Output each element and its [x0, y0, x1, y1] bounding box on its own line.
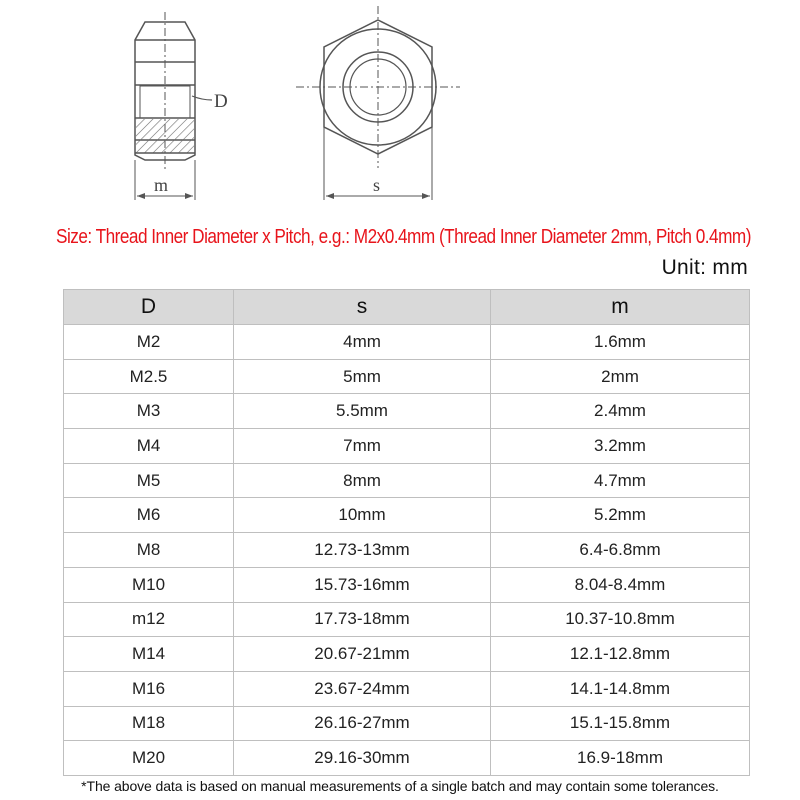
cell-thread-size: M10: [64, 567, 234, 602]
cell-height-m: 2.4mm: [491, 394, 750, 429]
table-row: [64, 498, 750, 533]
cell-width-s: 5mm: [234, 359, 491, 394]
diagram-label-s: s: [373, 175, 381, 195]
cell-width-s: 26.16-27mm: [234, 706, 491, 741]
cell-height-m: 10.37-10.8mm: [491, 602, 750, 637]
cell-width-s: 29.16-30mm: [234, 741, 491, 776]
cell-thread-size: M4: [64, 429, 234, 464]
cell-width-s: 5.5mm: [234, 394, 491, 429]
table-row: [64, 325, 750, 360]
table-row: [64, 637, 750, 672]
cell-thread-size: M2: [64, 325, 234, 360]
cell-height-m: 8.04-8.4mm: [491, 567, 750, 602]
table-row: [64, 706, 750, 741]
cell-thread-size: M3: [64, 394, 234, 429]
table-row: [64, 394, 750, 429]
table-row: [64, 671, 750, 706]
cell-thread-size: M8: [64, 533, 234, 568]
cell-height-m: 16.9-18mm: [491, 741, 750, 776]
table-row: [64, 429, 750, 464]
cell-thread-size: M5: [64, 463, 234, 498]
table-row: [64, 741, 750, 776]
table-row: [64, 602, 750, 637]
table-row: [64, 359, 750, 394]
column-header-m: m: [491, 290, 750, 325]
cell-width-s: 17.73-18mm: [234, 602, 491, 637]
tolerance-disclaimer: *The above data is based on manual measurements of a single batch and may contain some tolerances.: [81, 778, 719, 794]
cell-thread-size: M2.5: [64, 359, 234, 394]
cell-thread-size: M16: [64, 671, 234, 706]
cell-width-s: 12.73-13mm: [234, 533, 491, 568]
cell-height-m: 4.7mm: [491, 463, 750, 498]
cell-width-s: 20.67-21mm: [234, 637, 491, 672]
nut-technical-drawing: [0, 0, 800, 215]
nut-side-view: [135, 12, 212, 200]
size-format-note: Size: Thread Inner Diameter x Pitch, e.g.: M2x0.4mm (Thread Inner Diameter 2mm, Pitch 0.4mm): [56, 226, 751, 248]
cell-width-s: 8mm: [234, 463, 491, 498]
cell-height-m: 12.1-12.8mm: [491, 637, 750, 672]
table-row: [64, 463, 750, 498]
diagram-label-d: D: [214, 91, 228, 112]
cell-width-s: 4mm: [234, 325, 491, 360]
cell-width-s: 10mm: [234, 498, 491, 533]
table-header-row: [64, 290, 750, 325]
cell-height-m: 2mm: [491, 359, 750, 394]
cell-height-m: 6.4-6.8mm: [491, 533, 750, 568]
cell-thread-size: M18: [64, 706, 234, 741]
unit-label: Unit: mm: [661, 256, 748, 279]
nut-front-view: [296, 6, 460, 200]
cell-thread-size: m12: [64, 602, 234, 637]
cell-thread-size: M6: [64, 498, 234, 533]
cell-height-m: 3.2mm: [491, 429, 750, 464]
cell-height-m: 5.2mm: [491, 498, 750, 533]
cell-thread-size: M20: [64, 741, 234, 776]
column-header-s: s: [234, 290, 491, 325]
cell-width-s: 7mm: [234, 429, 491, 464]
cell-width-s: 23.67-24mm: [234, 671, 491, 706]
table-row: [64, 533, 750, 568]
cell-height-m: 14.1-14.8mm: [491, 671, 750, 706]
cell-width-s: 15.73-16mm: [234, 567, 491, 602]
table-row: [64, 567, 750, 602]
diagram-label-m: m: [154, 175, 169, 195]
cell-height-m: 15.1-15.8mm: [491, 706, 750, 741]
cell-thread-size: M14: [64, 637, 234, 672]
cell-height-m: 1.6mm: [491, 325, 750, 360]
column-header-d: D: [64, 290, 234, 325]
nut-dimension-table: [63, 289, 750, 776]
